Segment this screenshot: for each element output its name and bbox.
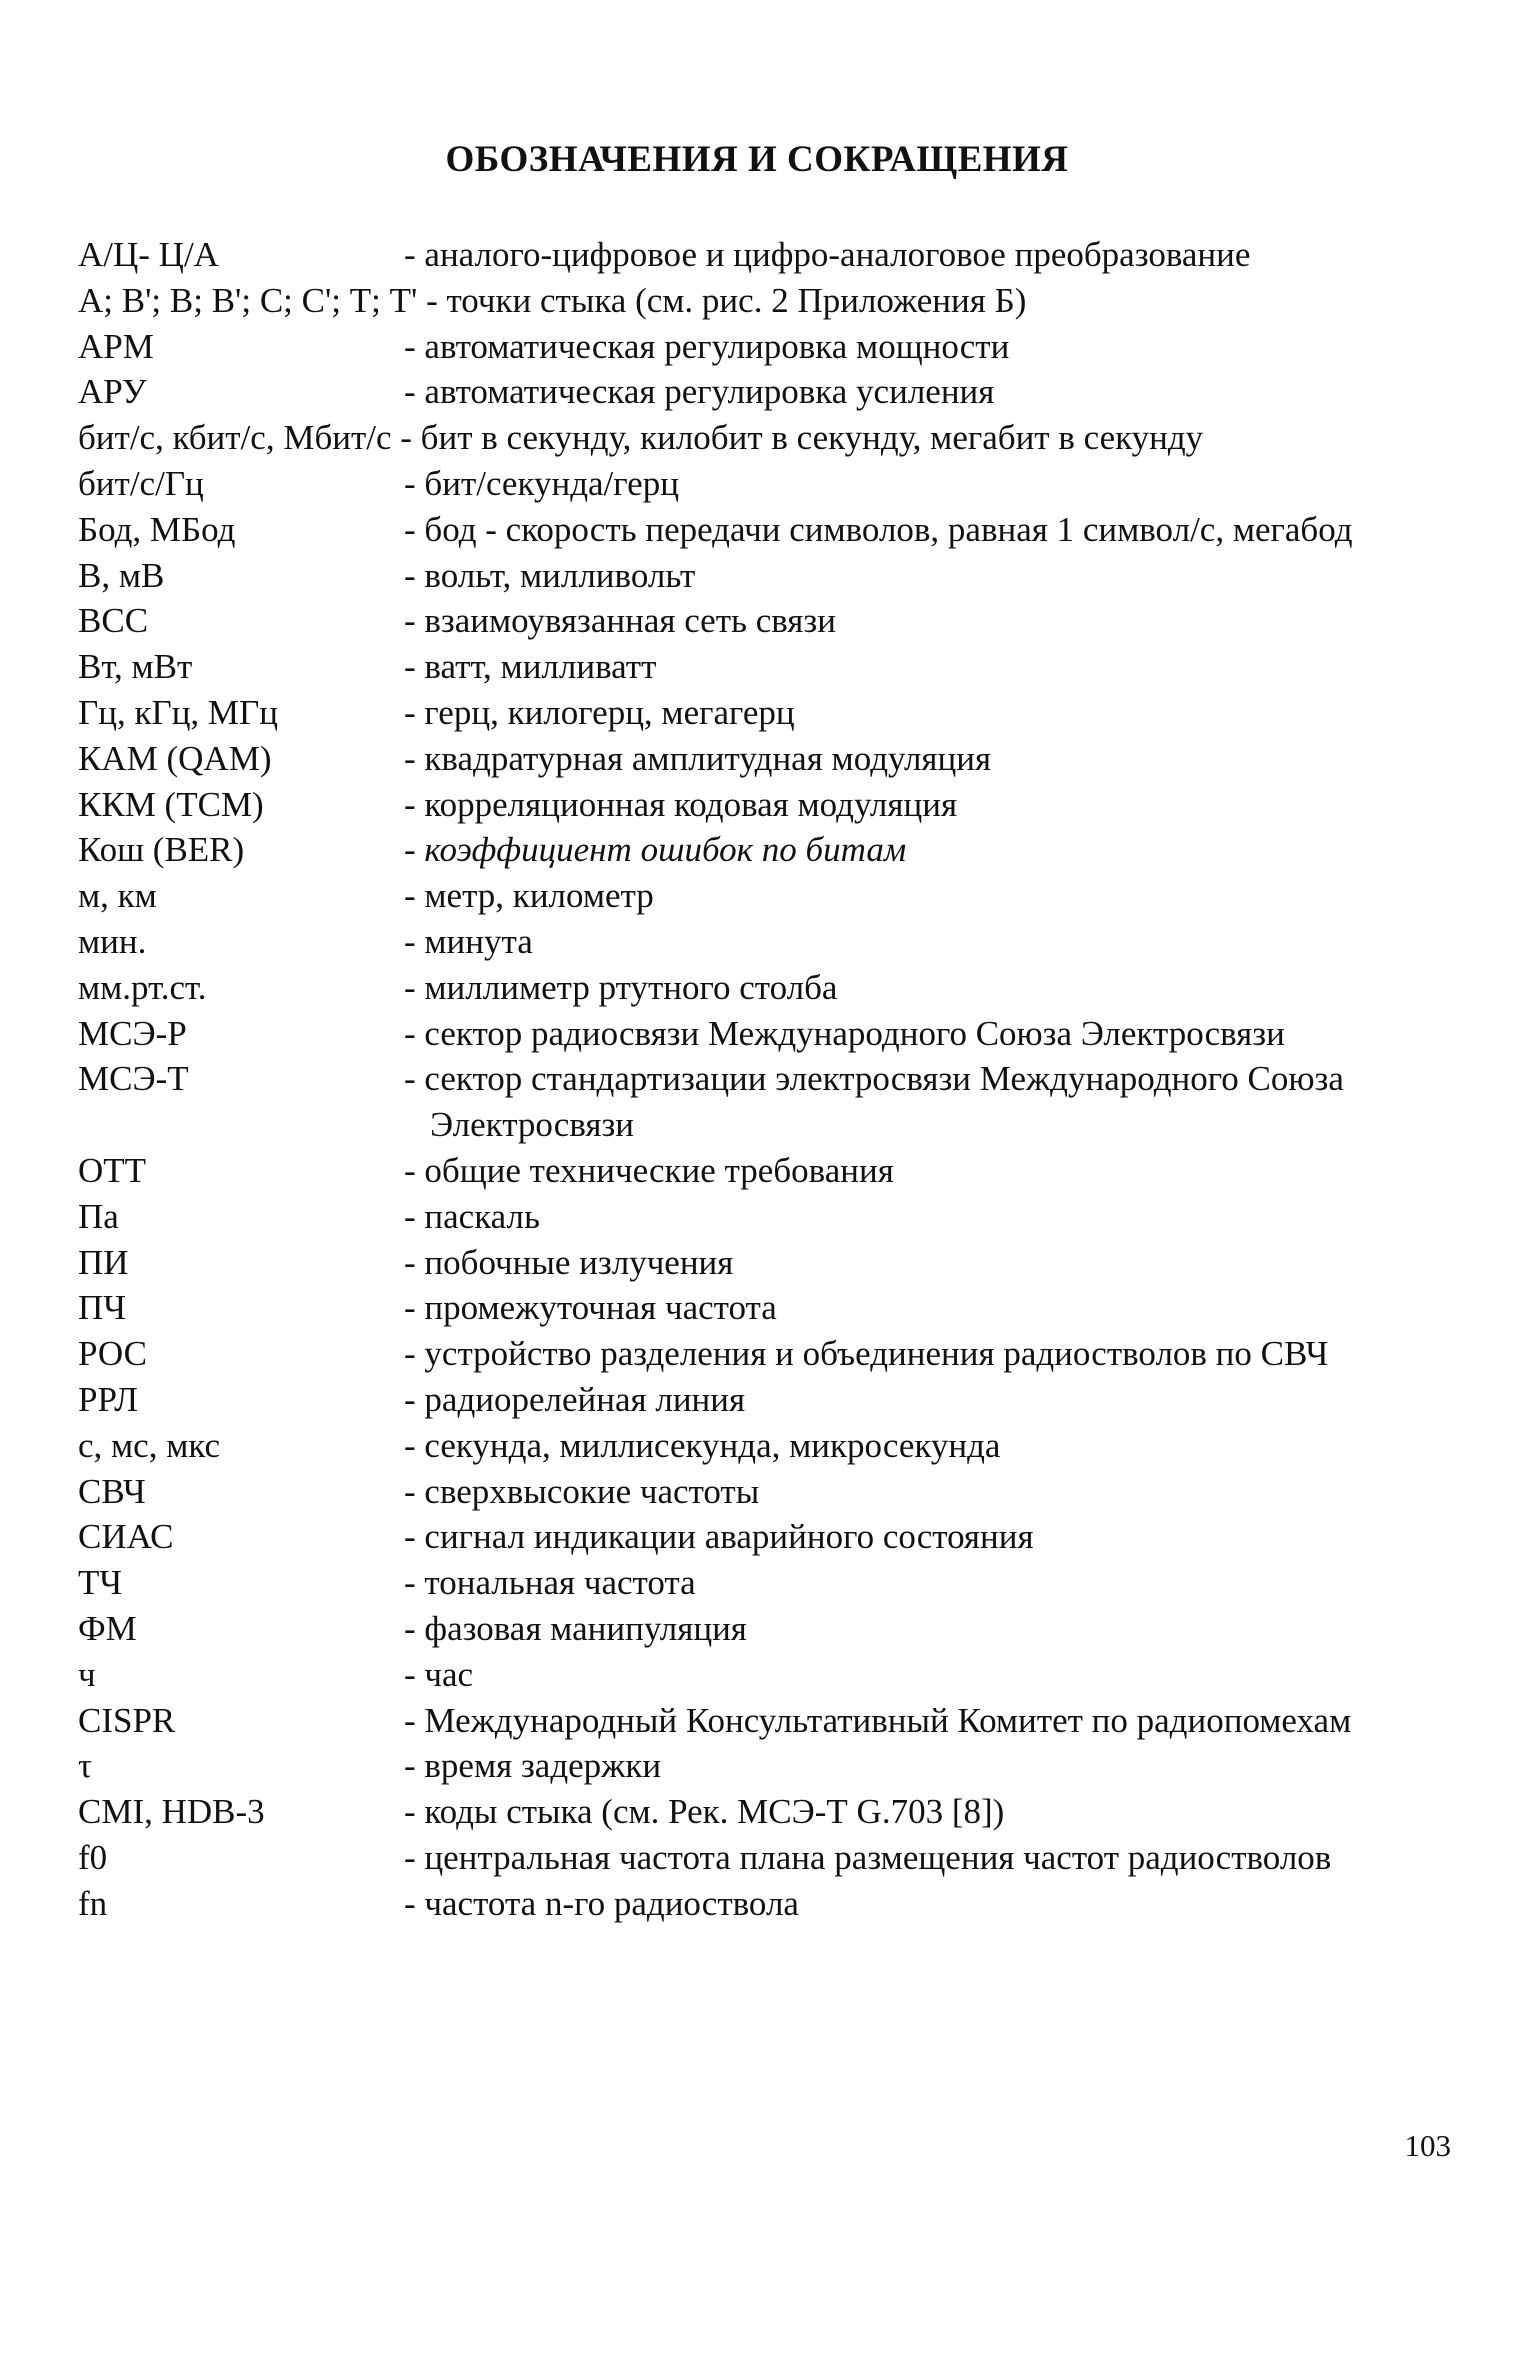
abbreviation-definition: - метр, километр xyxy=(404,876,654,916)
abbreviation-term: РОС xyxy=(78,1334,147,1374)
list-item xyxy=(78,598,1438,644)
abbreviation-definition: - коды стыка (см. Рек. МСЭ-Т G.703 [8]) xyxy=(404,1792,1005,1832)
abbreviation-term: Вт, мВт xyxy=(78,647,193,687)
abbreviation-term: МСЭ-Т xyxy=(78,1059,189,1099)
abbreviation-term: АРУ xyxy=(78,372,147,412)
abbreviation-definition: - автоматическая регулировка усиления xyxy=(404,372,995,412)
abbreviation-term: СВЧ xyxy=(78,1471,146,1511)
list-item xyxy=(78,1698,1438,1744)
abbreviation-term: ОТТ xyxy=(78,1150,147,1190)
abbreviation-definition: - сигнал индикации аварийного состояния xyxy=(404,1517,1034,1557)
abbreviation-definition: - секунда, миллисекунда, микросекунда xyxy=(404,1425,1001,1465)
abbreviation-term: CMI, HDB-3 xyxy=(78,1792,265,1832)
abbreviation-term: fn xyxy=(78,1883,108,1923)
abbreviation-term: f0 xyxy=(78,1837,108,1877)
list-item xyxy=(78,1469,1438,1515)
list-item xyxy=(78,827,1438,873)
abbreviation-definition: - паскаль xyxy=(404,1196,540,1236)
abbreviation-term: CISPR xyxy=(78,1700,176,1740)
abbreviation-definition: - тональная частота xyxy=(404,1563,696,1603)
list-item xyxy=(78,1514,1438,1560)
abbreviation-definition: - час xyxy=(404,1654,474,1694)
list-item xyxy=(78,1835,1438,1881)
list-item xyxy=(78,1194,1438,1240)
abbreviation-definition: - устройство разделения и объединения радиостволов по СВЧ xyxy=(404,1334,1329,1374)
abbreviation-definition: - минута xyxy=(404,921,533,961)
list-item xyxy=(78,1652,1438,1698)
abbreviation-term: ТЧ xyxy=(78,1563,123,1603)
list-item xyxy=(78,324,1438,370)
list-item xyxy=(78,461,1438,507)
list-item xyxy=(78,1789,1438,1835)
abbreviation-definition: - бит в секунду, килобит в секунду, мегабит в секунду xyxy=(391,418,1204,458)
abbreviation-term: мм.рт.ст. xyxy=(78,967,207,1007)
list-item xyxy=(78,1881,1438,1927)
list-item xyxy=(78,873,1438,919)
abbreviation-definition: - время задержки xyxy=(404,1746,662,1786)
list-item xyxy=(78,232,1438,278)
abbreviation-definition: - центральная частота плана размещения частот радиостволов xyxy=(404,1837,1332,1877)
abbreviation-definition: - частота n-го радиоствола xyxy=(404,1883,799,1923)
list-item xyxy=(78,1377,1438,1423)
list-item xyxy=(78,553,1438,599)
list-item xyxy=(78,1011,1438,1057)
abbreviation-term: А; В'; В; В'; С; С'; Т; Т' xyxy=(78,280,418,320)
abbreviation-definition: - побочные излучения xyxy=(404,1242,734,1282)
abbreviation-definition: - сектор радиосвязи Международного Союза Электросвязи xyxy=(404,1013,1285,1053)
list-item xyxy=(78,919,1438,965)
abbreviation-definition: - автоматическая регулировка мощности xyxy=(404,326,1010,366)
abbreviation-definition: - точки стыка (см. рис. 2 Приложения Б) xyxy=(417,280,1027,320)
list-item xyxy=(78,1560,1438,1606)
abbreviation-term: Бод, МБод xyxy=(78,509,236,549)
abbreviation-definition: - сектор стандартизации электросвязи Международного Союза Электросвязи xyxy=(404,1059,1344,1145)
list-item xyxy=(78,736,1438,782)
abbreviation-definition: - радиорелейная линия xyxy=(404,1379,746,1419)
abbreviation-definition: - Международный Консультативный Комитет по радиопомехам xyxy=(404,1700,1352,1740)
abbreviation-term: В, мВ xyxy=(78,555,165,595)
abbreviation-term: Па xyxy=(78,1196,119,1236)
abbreviation-term: м, км xyxy=(78,876,157,916)
list-item xyxy=(78,278,1438,324)
list-item xyxy=(78,690,1438,736)
abbreviation-term: ККМ (TCM) xyxy=(78,784,264,824)
page-title: ОБОЗНАЧЕНИЯ И СОКРАЩЕНИЯ xyxy=(445,139,1069,180)
abbreviation-term: мин. xyxy=(78,921,147,961)
abbreviation-definition: - взаимоувязанная сеть связи xyxy=(404,601,836,641)
abbreviation-term: МСЭ-Р xyxy=(78,1013,187,1053)
abbreviation-definition: - бод - скорость передачи символов, равная 1 символ/с, мегабод xyxy=(404,509,1353,549)
list-item xyxy=(78,965,1438,1011)
list-item xyxy=(78,644,1438,690)
abbreviation-term: ФМ xyxy=(78,1608,137,1648)
abbreviation-definition: - квадратурная амплитудная модуляция xyxy=(404,738,992,778)
abbreviation-definition: - герц, килогерц, мегагерц xyxy=(404,692,795,732)
abbreviation-term: КАМ (QAM) xyxy=(78,738,272,778)
abbreviation-term: Гц, кГц, МГц xyxy=(78,692,279,732)
list-item xyxy=(78,1606,1438,1652)
abbreviation-definition: - промежуточная частота xyxy=(404,1288,777,1328)
abbreviation-term: бит/с/Гц xyxy=(78,463,204,503)
list-item xyxy=(78,507,1438,553)
abbreviation-term: Кош (BER) xyxy=(78,830,245,870)
abbreviation-term: τ xyxy=(78,1746,93,1786)
abbreviation-definition: - аналого-цифровое и цифро-аналоговое преобразование xyxy=(404,235,1251,274)
list-item xyxy=(78,1240,1438,1286)
list-item xyxy=(78,1285,1438,1331)
abbreviation-definition: - ватт, милливатт xyxy=(404,647,657,687)
list-item xyxy=(78,415,1438,461)
list-item xyxy=(78,369,1438,415)
list-item xyxy=(78,1423,1438,1469)
abbreviation-term: ПИ xyxy=(78,1242,129,1282)
abbreviation-definition: - сверхвысокие частоты xyxy=(404,1471,760,1511)
abbreviation-definition: - миллиметр ртутного столба xyxy=(404,967,838,1007)
list-item xyxy=(78,1331,1438,1377)
abbreviation-definition: - фазовая манипуляция xyxy=(404,1608,747,1648)
list-item xyxy=(78,1056,1438,1148)
abbreviation-term: ч xyxy=(78,1654,96,1694)
abbreviation-term: АРМ xyxy=(78,326,154,366)
list-item xyxy=(78,1148,1438,1194)
abbreviation-term: бит/с, кбит/с, Мбит/с xyxy=(78,418,392,458)
abbreviation-term: А/Ц- Ц/А xyxy=(78,235,219,274)
abbreviation-definition: - коэффициент ошибок по битам xyxy=(404,830,907,870)
abbreviation-term: СИАС xyxy=(78,1517,174,1557)
abbreviation-term: ВСС xyxy=(78,601,149,641)
page-number: 103 xyxy=(1404,2128,1451,2163)
abbreviation-definition: - корреляционная кодовая модуляция xyxy=(404,784,958,824)
list-item xyxy=(78,1743,1438,1789)
abbreviations-list xyxy=(78,232,1438,1926)
list-item xyxy=(78,782,1438,828)
abbreviation-definition: - общие технические требования xyxy=(404,1150,894,1190)
abbreviation-term: с, мс, мкс xyxy=(78,1425,221,1465)
abbreviation-term: РРЛ xyxy=(78,1379,139,1419)
abbreviation-definition: - вольт, милливольт xyxy=(404,555,696,595)
abbreviation-term: ПЧ xyxy=(78,1288,127,1328)
abbreviation-definition: - бит/секунда/герц xyxy=(404,463,679,503)
